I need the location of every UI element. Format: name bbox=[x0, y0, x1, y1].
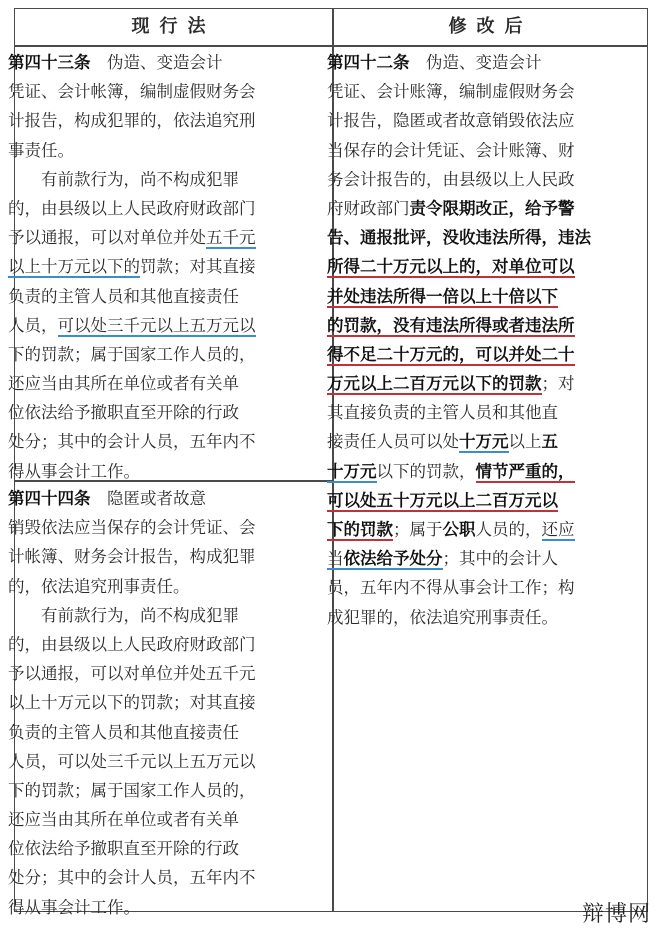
text-run: 凭证、会计帐簿，编制虚假财务会 bbox=[8, 82, 256, 102]
text-line bbox=[8, 106, 308, 135]
text-line bbox=[327, 398, 627, 427]
text-line bbox=[327, 340, 627, 369]
text-line bbox=[8, 747, 308, 776]
text-line bbox=[8, 542, 308, 571]
text-line bbox=[8, 776, 308, 805]
text-run: 计帐簿、财务会计报告，构成犯罪 bbox=[8, 547, 256, 567]
text-run: 得不足二十万元的，可以并处二十 bbox=[327, 344, 575, 364]
text-line bbox=[8, 630, 308, 659]
text-run: 依法给予处分 bbox=[343, 549, 443, 569]
text-run: 得从事会计工作。 bbox=[8, 897, 140, 917]
text-run: 情节严重的， bbox=[475, 461, 575, 481]
text-run: 罚款；对其直接 bbox=[140, 257, 256, 277]
text-run: 的，由县级以上人民政府财政部门 bbox=[8, 198, 256, 218]
text-line bbox=[327, 544, 627, 573]
text-line bbox=[327, 77, 627, 106]
text-run: 成犯罪的，依法追究刑事责任。 bbox=[327, 607, 558, 627]
text-line bbox=[8, 340, 308, 369]
text-run: 公职 bbox=[442, 520, 476, 539]
text-run: ；其中的会计人 bbox=[442, 549, 558, 569]
text-run: 人员， bbox=[8, 315, 58, 335]
text-run: 员，五年内不得从事会计工作；构 bbox=[327, 578, 575, 598]
text-run: 的罚款，没有违法所得或者违法所 bbox=[327, 315, 575, 335]
text-run: 以下的罚款， bbox=[376, 461, 476, 481]
text-run: 下的罚款 bbox=[327, 520, 393, 539]
text-run: 第四十二条 bbox=[327, 53, 410, 72]
text-line bbox=[327, 427, 627, 456]
text-line bbox=[327, 194, 627, 223]
text-line bbox=[8, 48, 308, 77]
text-run: 予以通报，可以对单位并处 bbox=[8, 228, 206, 248]
text-run: 接责任人员可以处 bbox=[327, 432, 459, 452]
text-run: 人员，可以处三千元以上五万元以 bbox=[8, 751, 256, 771]
text-run: 府财政部门 bbox=[327, 198, 410, 218]
text-run: 的，由县级以上人民政府财政部门 bbox=[8, 634, 256, 654]
text-run: 计报告，隐匿或者故意销毁依法应 bbox=[327, 111, 575, 131]
text-run: 有前款行为，尚不构成犯罪 bbox=[8, 605, 239, 625]
text-run: 凭证、会计账簿，编制虚假财务会 bbox=[327, 82, 575, 102]
current-article-43 bbox=[8, 48, 308, 486]
text-run: 当 bbox=[327, 549, 344, 569]
text-line bbox=[8, 77, 308, 106]
text-run: 并处违法所得一倍以上十倍以下 bbox=[327, 286, 558, 306]
text-run: 处分；其中的会计人员，五年内不 bbox=[8, 432, 256, 452]
text-line bbox=[327, 311, 627, 340]
text-line bbox=[327, 106, 627, 135]
text-run: 伪造、变造会计 bbox=[90, 53, 223, 72]
text-run: 人员的， bbox=[475, 520, 542, 539]
text-line bbox=[8, 572, 308, 601]
text-line bbox=[327, 252, 627, 281]
text-run: 其直接负责的主管人员和其他直 bbox=[327, 403, 558, 423]
text-line bbox=[8, 369, 308, 398]
text-run: 位依法给予撤职直至开除的行政 bbox=[8, 403, 239, 423]
text-line bbox=[8, 165, 308, 194]
text-run: ；对 bbox=[541, 374, 575, 394]
text-run: 伪造、变造会计 bbox=[409, 53, 542, 72]
text-run: 隐匿或者故意 bbox=[90, 489, 206, 508]
text-run: 得从事会计工作。 bbox=[8, 461, 140, 481]
text-line bbox=[327, 282, 627, 311]
text-run: 告、通报批评，没收违法所得，违法 bbox=[327, 228, 591, 248]
text-run: 有前款行为，尚不构成犯罪 bbox=[8, 169, 239, 189]
text-run: 销毁依法应当保存的会计凭证、会 bbox=[8, 518, 256, 538]
text-line bbox=[8, 398, 308, 427]
text-line bbox=[327, 369, 627, 398]
text-line bbox=[8, 194, 308, 223]
text-run: 处分；其中的会计人员，五年内不 bbox=[8, 868, 256, 888]
current-article-44 bbox=[8, 484, 308, 922]
text-run: 计报告，构成犯罪的，依法追究刑 bbox=[8, 111, 256, 131]
text-line bbox=[8, 136, 308, 165]
text-run: 的，依法追究刑事责任。 bbox=[8, 576, 190, 596]
text-line bbox=[327, 136, 627, 165]
text-line bbox=[8, 688, 308, 717]
text-line bbox=[327, 223, 627, 252]
text-line bbox=[8, 223, 308, 252]
text-run: 当保存的会计凭证、会计账簿、财 bbox=[327, 140, 575, 160]
text-line bbox=[8, 601, 308, 630]
text-run: 十万元 bbox=[327, 461, 377, 481]
text-line bbox=[8, 282, 308, 311]
text-line bbox=[8, 863, 308, 892]
text-line bbox=[8, 893, 308, 922]
text-run: 事责任。 bbox=[8, 140, 74, 160]
text-run: 可以处三千元以上五万元以 bbox=[57, 315, 256, 335]
text-run: 责令限期改正，给予警 bbox=[409, 198, 575, 218]
text-line bbox=[8, 805, 308, 834]
text-line bbox=[8, 659, 308, 688]
text-run: 位依法给予撤职直至开除的行政 bbox=[8, 839, 239, 859]
text-line bbox=[327, 48, 627, 77]
text-line bbox=[8, 718, 308, 747]
text-run: 还应当由其所在单位或者有关单 bbox=[8, 374, 239, 394]
text-line bbox=[8, 484, 308, 513]
text-line bbox=[8, 457, 308, 486]
text-line bbox=[8, 834, 308, 863]
text-run: 五千元 bbox=[206, 228, 256, 248]
text-run: 第四十三条 bbox=[8, 53, 91, 72]
text-run: 第四十四条 bbox=[8, 489, 91, 508]
text-run: 还应 bbox=[541, 520, 575, 539]
text-line bbox=[8, 513, 308, 542]
text-line bbox=[327, 486, 627, 515]
text-run: 务会计报告的，由县级以上人民政 bbox=[327, 169, 575, 189]
text-line bbox=[327, 603, 627, 632]
text-run: 下的罚款；属于国家工作人员的， bbox=[8, 344, 256, 364]
text-run: ；属于 bbox=[393, 520, 443, 539]
text-line bbox=[8, 427, 308, 456]
text-run: 下的罚款；属于国家工作人员的， bbox=[8, 780, 256, 800]
text-line bbox=[327, 573, 627, 602]
text-run: 可以处五十万元以上二百万元以 bbox=[327, 490, 558, 510]
text-run: 予以通报，可以对单位并处五千元 bbox=[8, 664, 256, 684]
header-current-law: 现行法 bbox=[131, 16, 216, 37]
text-run: 以上十万元以下的 bbox=[8, 257, 140, 277]
header-revised-law: 修改后 bbox=[448, 16, 533, 37]
header-divider bbox=[15, 45, 647, 47]
text-line bbox=[327, 457, 627, 486]
text-run: 还应当由其所在单位或者有关单 bbox=[8, 810, 239, 830]
site-watermark: 辩博网 bbox=[581, 902, 651, 927]
text-run: 所得二十万元以上的，对单位可以 bbox=[327, 257, 575, 277]
text-line bbox=[327, 515, 627, 544]
text-run: 万元以上二百万元以下的罚款 bbox=[327, 374, 542, 394]
text-run: 以上十万元以下的罚款；对其直接 bbox=[8, 693, 256, 713]
text-run: 负责的主管人员和其他直接责任 bbox=[8, 286, 239, 306]
revised-article-42 bbox=[327, 48, 627, 632]
text-line bbox=[327, 165, 627, 194]
text-line bbox=[8, 252, 308, 281]
text-line bbox=[8, 311, 308, 340]
text-run: 负责的主管人员和其他直接责任 bbox=[8, 722, 239, 742]
text-run: 十万元 bbox=[459, 432, 509, 452]
text-run: 以上 bbox=[508, 432, 542, 452]
text-run: 五 bbox=[541, 432, 558, 452]
